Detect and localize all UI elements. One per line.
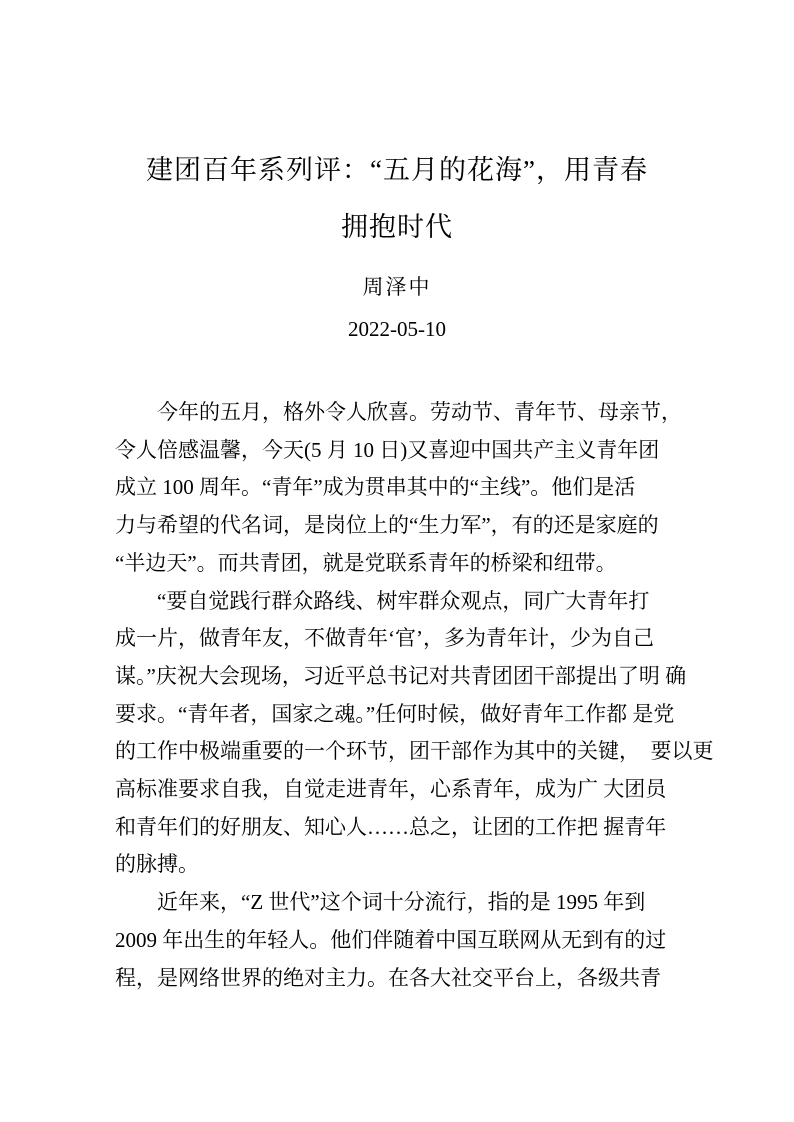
body-line: 成一片，做青年友，不做青年‘官’，多为青年计，少为自己: [115, 626, 654, 651]
body-line: 和青年们的好朋友、知心人……总之，让团的工作把 握青年: [115, 814, 667, 839]
body-line: 的工作中极端重要的一个环节，团干部作为其中的关键， 要以更: [115, 739, 714, 764]
body-line: 高标准要求自我，自觉走进青年，心系青年，成为广 大团员: [115, 777, 667, 802]
body-line: “要自觉践行群众路线、树牢群众观点，同广大青年打: [157, 588, 650, 613]
publish-date: 2022-05-10: [348, 317, 446, 341]
body-line: 的脉搏。: [115, 852, 199, 877]
body-line: 成立 100 周年。“青年”成为贯串其中的“主线”。他们是活: [115, 475, 636, 500]
body-line: 要求。“青年者，国家之魂。”任何时候，做好青年工作都 是党: [115, 701, 675, 726]
body-line: 2009 年出生的年轻人。他们伴随着中国互联网从无到有的过: [115, 927, 667, 952]
body-line: “半边天”。而共青团，就是党联系青年的桥梁和纽带。: [115, 550, 617, 575]
author-name: 周泽中: [362, 275, 432, 299]
document-title: [60, 142, 734, 256]
body-line: 程，是网络世界的绝对主力。在各大社交平台上，各级共青: [115, 965, 661, 990]
body-line: 令人倍感温馨，今天(5 月 10 日)又喜迎中国共产主义青年团: [115, 437, 660, 462]
body-line: 近年来，“Z 世代”这个词十分流行，指的是 1995 年到: [157, 890, 646, 915]
title-line-2: 拥抱时代: [341, 212, 453, 242]
body-line: 力与希望的代名词，是岗位上的“生力军”，有的还是家庭的: [115, 513, 659, 538]
body-line: 谋。”庆祝大会现场，习近平总书记对共青团团干部提出了明 确: [115, 663, 687, 688]
document-body: [115, 394, 714, 997]
title-line-1: 建团百年系列评：“五月的花海”，用青春: [146, 155, 648, 185]
body-line: 今年的五月，格外令人欣喜。劳动节、青年节、母亲节，: [157, 400, 682, 424]
